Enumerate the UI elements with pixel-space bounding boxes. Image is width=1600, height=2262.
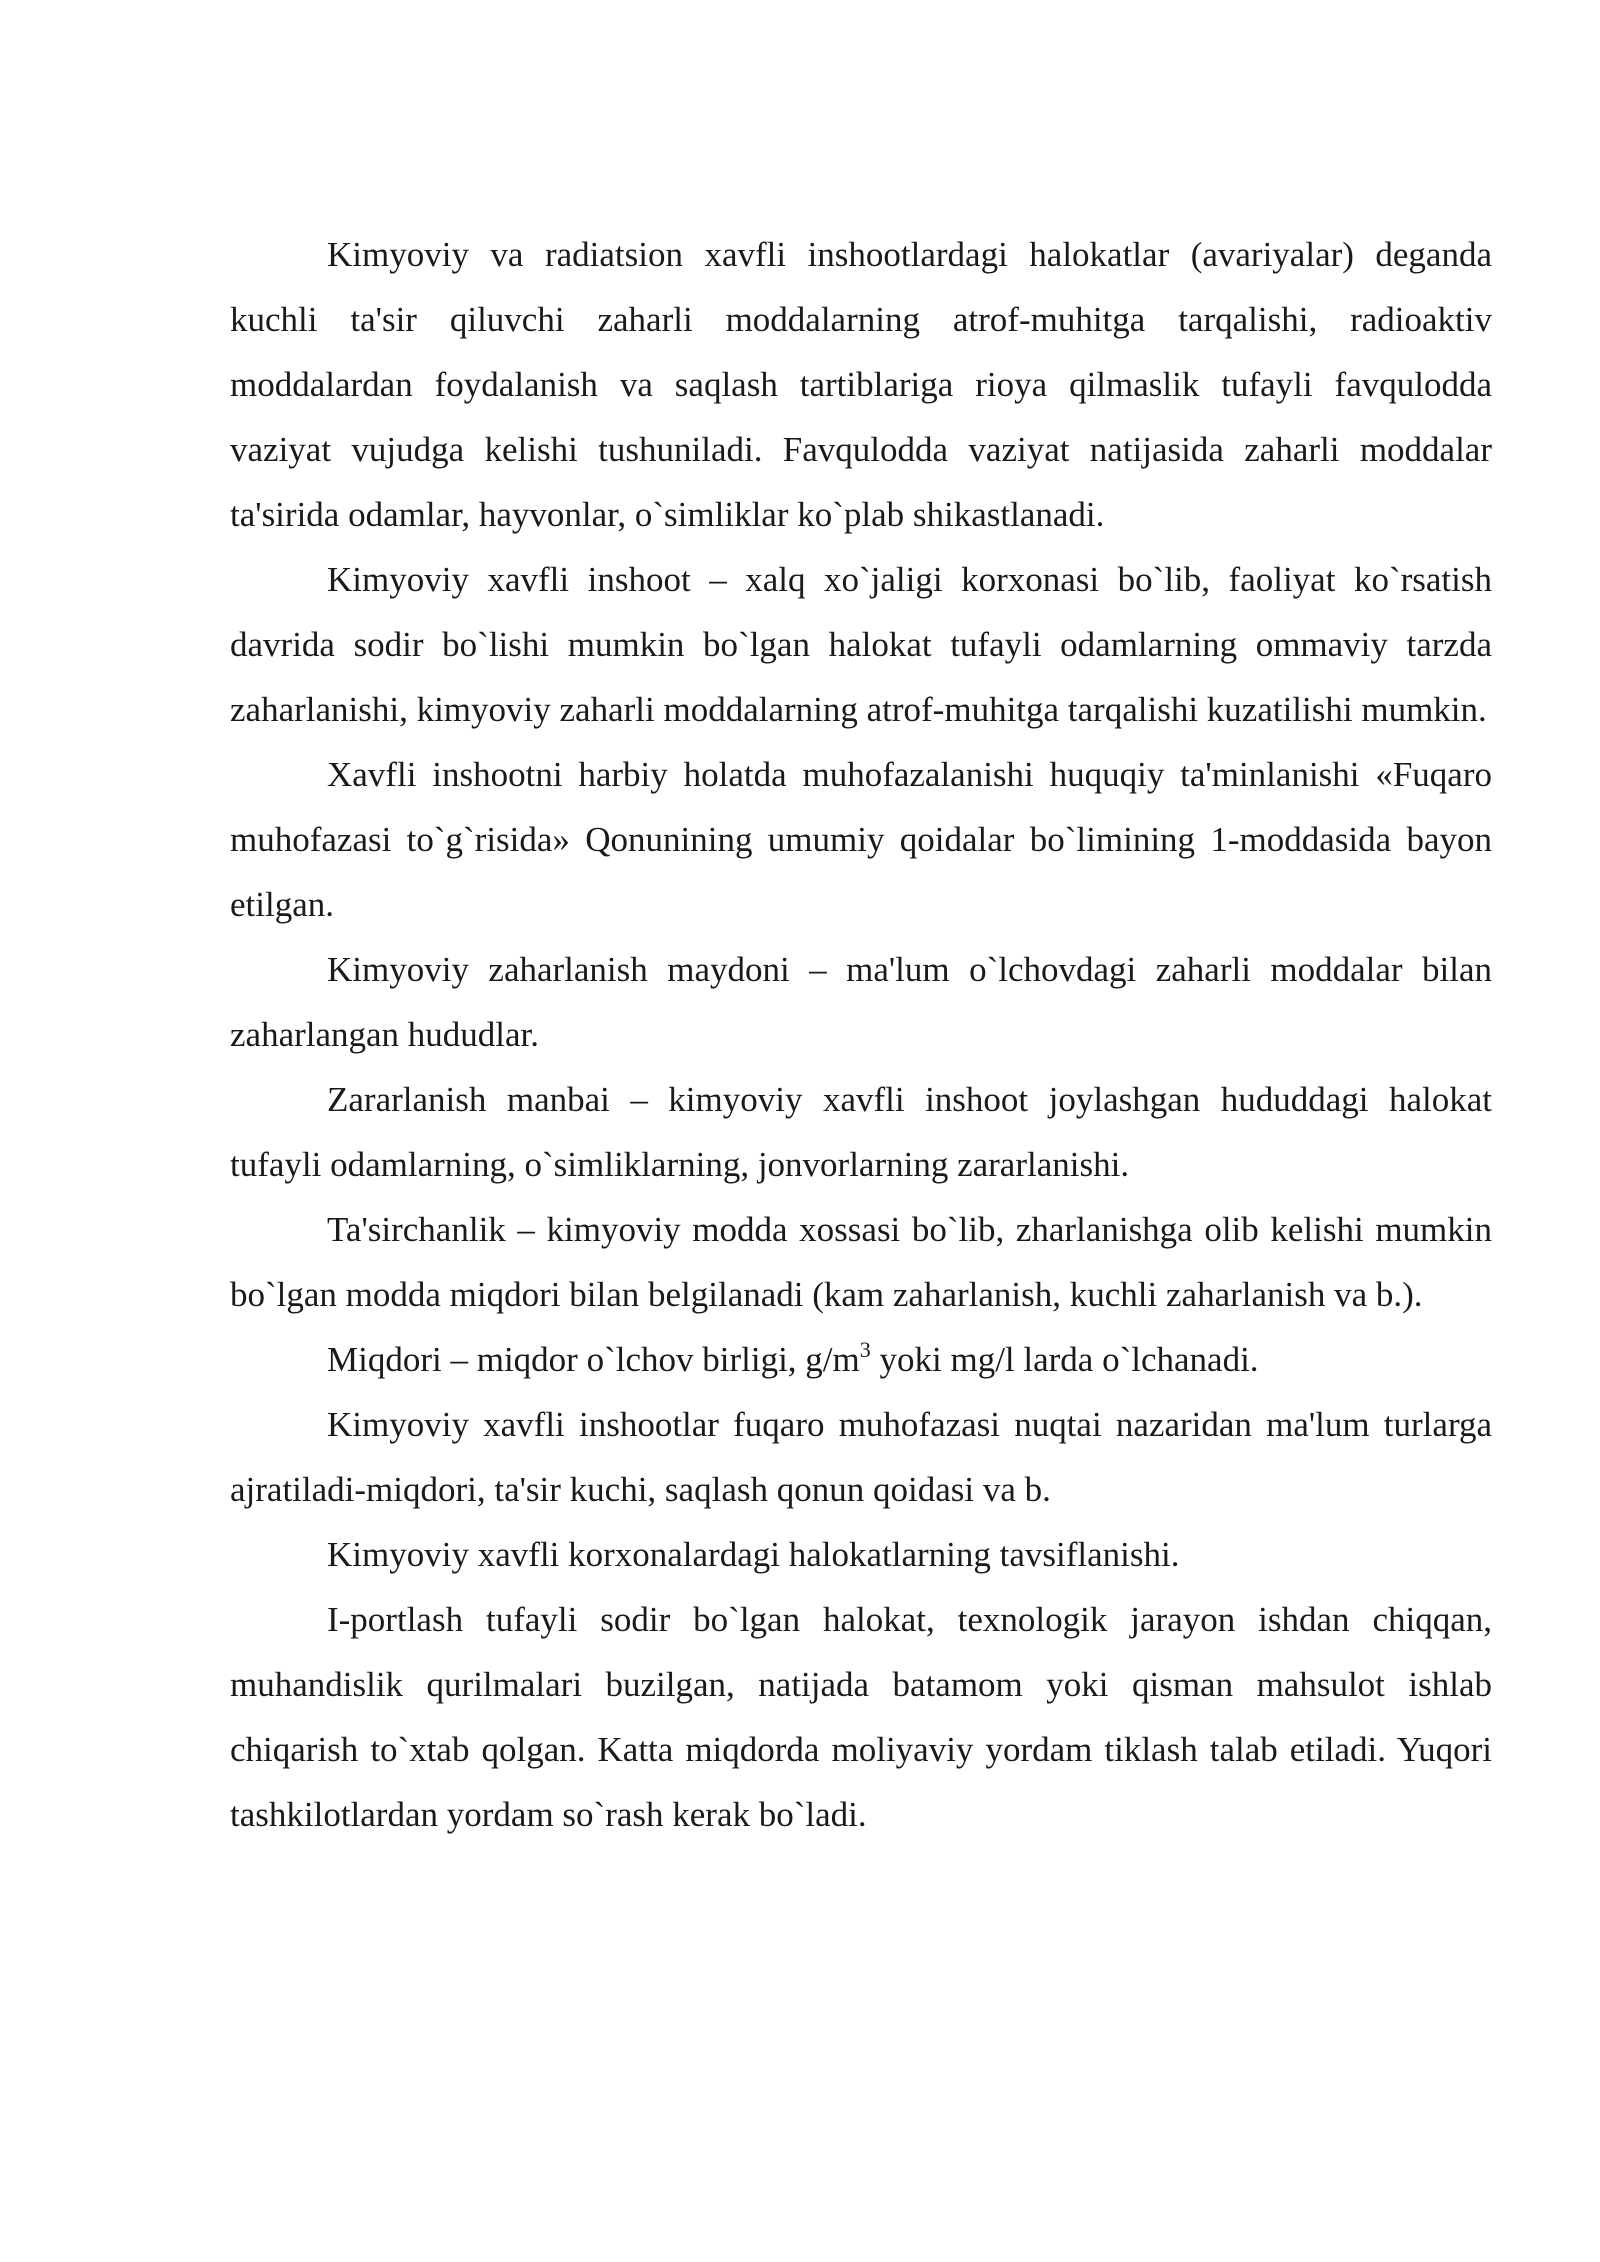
paragraph-description-heading: Kimyoviy xavfli korxonalardagi halokatlarning tavsiflanishi. [327, 1535, 1180, 1574]
paragraph-sensitivity: Ta'sirchanlik – kimyoviy modda xossasi bo`lib, zharlanishga olib kelishi mumkin bo`lgan modda miqdori bilan belgilanadi (kam zaharlanish, kuchli zaharlanish va b.). [230, 1210, 1492, 1314]
paragraph-quantity [230, 1327, 1492, 1392]
quantity-text-before: Miqdori – miqdor o`lchov birligi, g/m [327, 1340, 860, 1379]
paragraph-intro: Kimyoviy va radiatsion xavfli inshootlardagi halokatlar (avariyalar) deganda kuchli ta'sir qiluvchi zaharli moddalarning atrof-muhitga tarqalishi, radioaktiv moddalardan foydalanish va saqlash tartiblariga rioya qilmaslik tufayli favqulodda vaziyat vujudga kelishi tushuniladi. Favqulodda vaziyat natijasida zaharli moddalar ta'sirida odamlar, hayvonlar, o`simliklar ko`plab shikastlanadi. [230, 235, 1492, 534]
paragraph-source: Zararlanish manbai – kimyoviy xavfli inshoot joylashgan hududdagi halokat tufayli odamlarning, o`simliklarning, jonvorlarning zararlanishi. [230, 1080, 1492, 1184]
document-page [230, 222, 1492, 1847]
paragraph-classification: Kimyoviy xavfli inshootlar fuqaro muhofazasi nuqtai nazaridan ma'lum turlarga ajratiladi-miqdori, ta'sir kuchi, saqlash qonun qoidasi va b. [230, 1405, 1492, 1509]
paragraph-contamination-zone: Kimyoviy zaharlanish maydoni – ma'lum o`lchovdagi zaharli moddalar bilan zaharlangan hududlar. [230, 950, 1492, 1054]
quantity-superscript: 3 [859, 1337, 871, 1362]
paragraph-legal-basis: Xavfli inshootni harbiy holatda muhofazalanishi huquqiy ta'minlanishi «Fuqaro muhofazasi to`g`risida» Qonunining umumiy qoidalar bo`limining 1-moddasida bayon etilgan. [230, 755, 1492, 924]
quantity-text-after: yoki mg/l larda o`lchanadi. [870, 1340, 1259, 1379]
paragraph-explosion: I-portlash tufayli sodir bo`lgan halokat, texnologik jarayon ishdan chiqqan, muhandislik qurilmalari buzilgan, natijada batamom yoki qisman mahsulot ishlab chiqarish to`xtab qolgan. Katta miqdorda moliyaviy yordam tiklash talab etiladi. Yuqori tashkilotlardan yordam so`rash kerak bo`ladi. [230, 1600, 1492, 1834]
paragraph-chemical-facility: Kimyoviy xavfli inshoot – xalq xo`jaligi korxonasi bo`lib, faoliyat ko`rsatish davrida sodir bo`lishi mumkin bo`lgan halokat tufayli odamlarning ommaviy tarzda zaharlanishi, kimyoviy zaharli moddalarning atrof-muhitga tarqalishi kuzatilishi mumkin. [230, 560, 1492, 729]
